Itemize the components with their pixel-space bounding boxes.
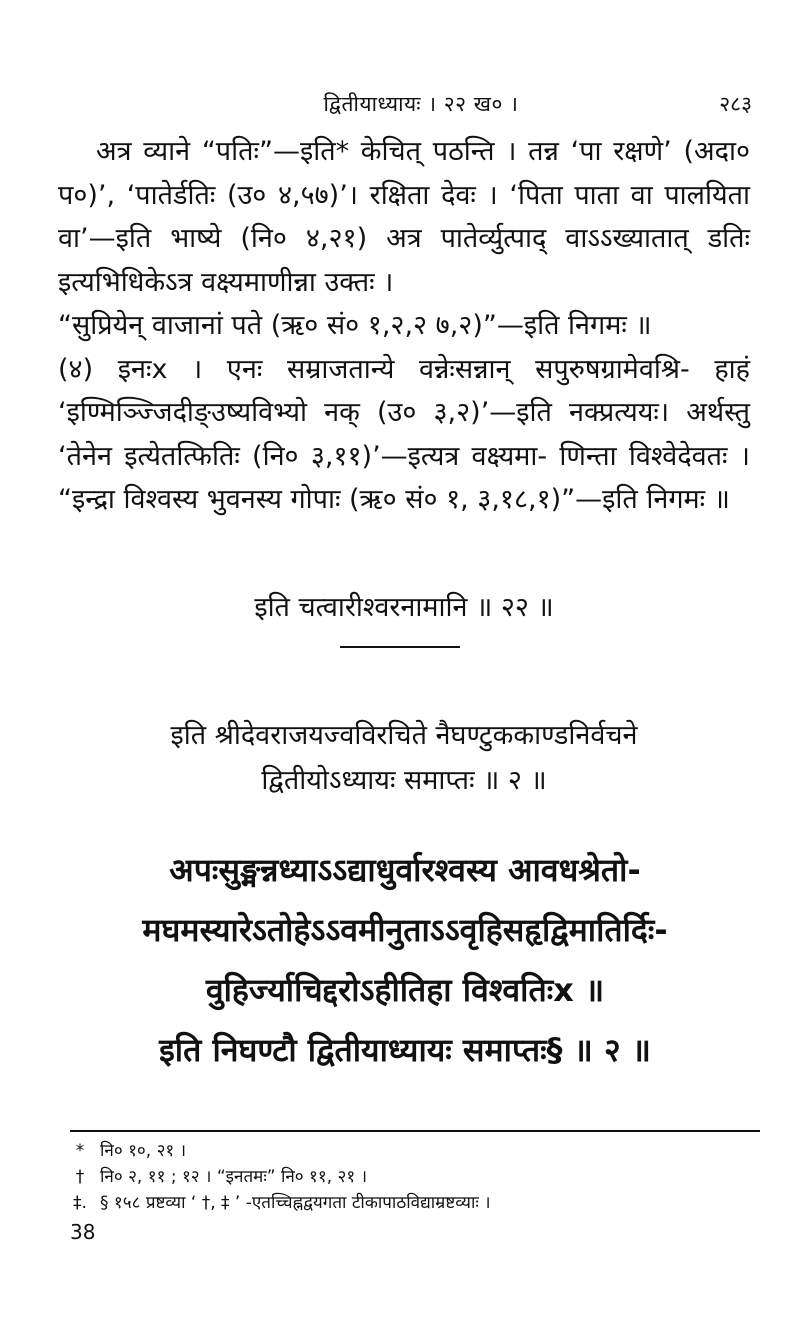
paragraph-nigama: “सुप्रियेन् वाजानां पते (ऋ० सं० १,२,२ ७,२)”—इति निगमः ॥ [58,310,652,341]
footnote [70,1190,760,1216]
paragraph-pati: अत्र व्याने “पतिः”—इति* केचित् पठन्ति । तन्न ‘पा रक्षणे’ (अदा० प०)’, ‘पातेर्डतिः (उ० ४,५७)’। रक्षिता देवः । ‘पिता पाता वा पालयिता वा’—इति भाष्ये (नि० ४,२१) अत्र पातेर्व्युत्पाद् वाऽऽख्यातात् डतिः इत्यभिधिकेऽत्र वक्ष्यमाणीन्ना उक्तः । [58,136,750,298]
verse-line: मघमस्यारेऽतोहेऽऽवमीनुताऽऽवृहिसहृद्विमातिर्दिः- [142,911,668,949]
section-end-line-1: इति श्रीदेवराजयज्वविरचिते नैघण्टुककाण्डनिर्वचने [170,720,638,751]
footnote [70,1164,760,1190]
paragraph-inah: (४) इनःx । एनः सम्राजतान्ये वन्नेःसन्नान् सपुरुषग्रामेवश्रि- हाहं ‘इण्मिञ्ज्जिदीङ्उष्यविभ्यो नक् (उ० ३,२)’—इति नक्प्रत्ययः। अर्थस्तु ‘तेनेन इत्येतत्फितिः (नि० ३,११)’—इत्यत्र वक्ष्यमा- णिन्ता विश्वेदेवतः । “इन्द्रा विश्वस्य भुवनस्य गोपाः (ऋ० सं० १, ३,१८,१)”—इति निगमः ॥ [58,353,750,515]
footnote-mark: † [75,1167,85,1187]
running-head [90,86,752,120]
section-end-line-2: द्वितीयोऽध्यायः समाप्तः ॥ २ ॥ [261,765,547,796]
chapter-end: इति निघण्टौ द्वितीयाध्यायः समाप्तः§ ॥ २ ॥ [159,1031,651,1069]
footnote-rule [70,1130,760,1132]
body-text [58,130,750,522]
verse-line: वुहिर्ज्याचिद्दरोऽहीतिहा विश्वतिःx ॥ [205,971,605,1009]
running-title: द्वितीयाध्यायः । २२ ख० । [323,92,519,116]
page-number: २८३ [719,92,752,116]
verse-line: अपःसुङ्मन्नध्याऽऽद्याधुर्वारश्वस्य आवधश्रेतो- [169,851,641,889]
footnote-mark: ‡. [73,1193,87,1213]
footnote-mark: * [75,1141,85,1161]
footnotes [70,1138,760,1216]
verse-block [70,840,740,1080]
footnote-text: नि० १०, २१ । [100,1141,187,1161]
section-divider [340,646,460,648]
footnote [70,1138,760,1164]
footnote-text: नि० २, ११ ; १२ । “इनतमः” नि० ११, २१ । [100,1167,368,1187]
footnote-text: § १५८ प्रष्टव्या ‘ †, ‡ ’ -एतच्चिह्नद्वयगता टीकापाठविद्याम्रष्टव्याः । [100,1193,491,1213]
closing-line: इति चत्वारीश्वरनामानि ॥ २२ ॥ [254,592,554,623]
folio: 38 [70,1220,96,1244]
